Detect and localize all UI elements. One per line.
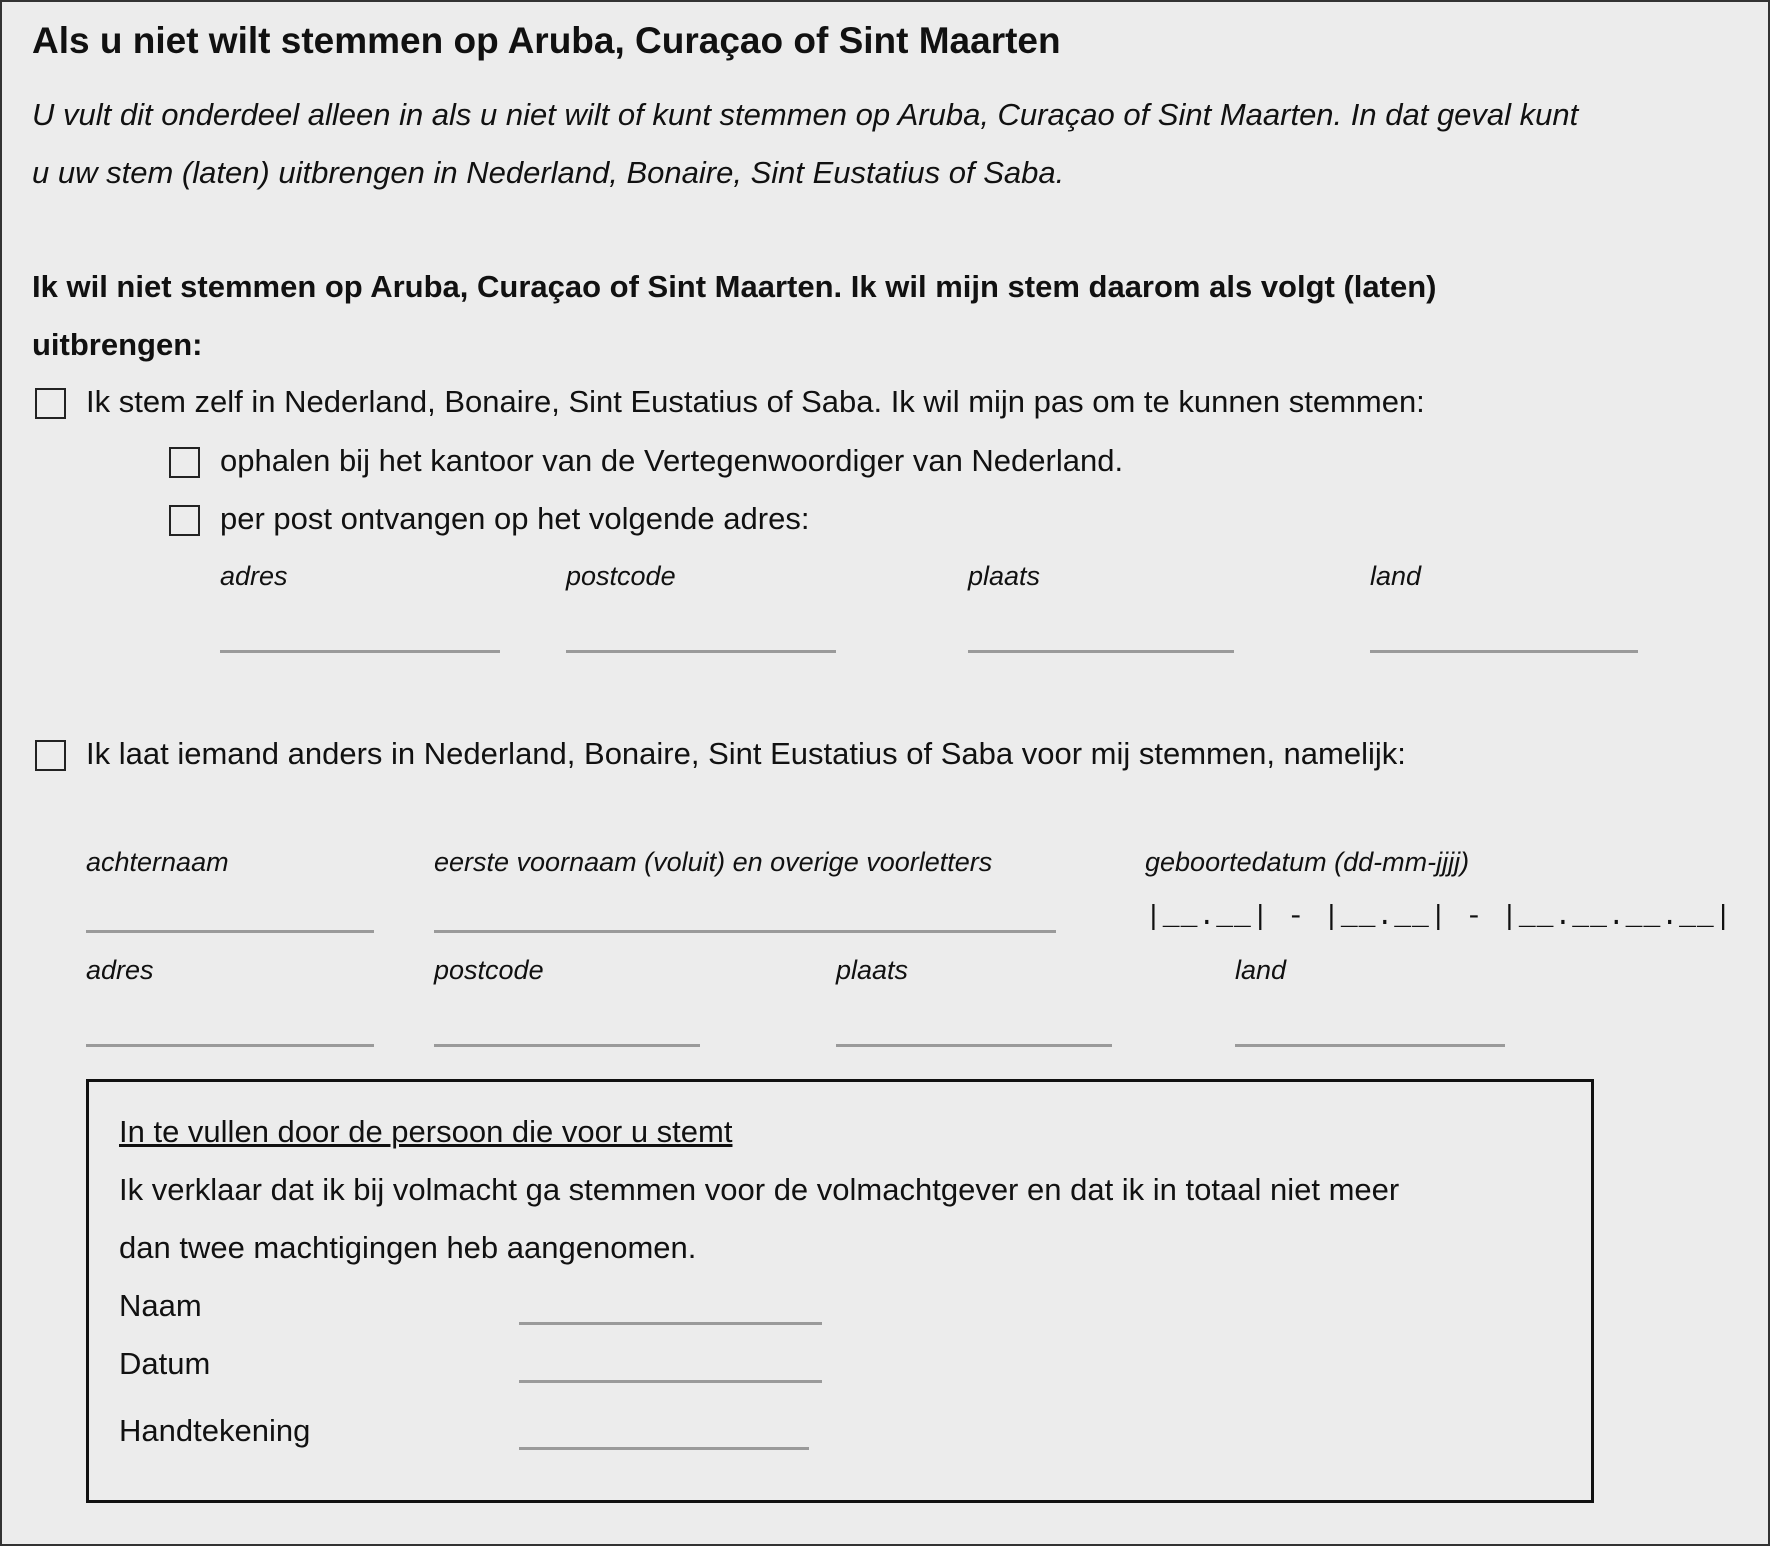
proxy-postcode-label: postcode (434, 955, 544, 985)
proxy-vote-label: Ik laat iemand anders in Nederland, Bonaire, Sint Eustatius of Saba voor mij stemmen, namelijk: (86, 736, 1406, 771)
self-vote-label: Ik stem zelf in Nederland, Bonaire, Sint Eustatius of Saba. Ik wil mijn pas om te kunnen stemmen: (86, 384, 1425, 419)
naam-label: Naam (119, 1288, 202, 1323)
pickup-checkbox[interactable] (169, 447, 200, 478)
post-checkbox[interactable] (169, 505, 200, 536)
section-title: Als u niet wilt stemmen op Aruba, Curaçao of Sint Maarten (32, 20, 1061, 61)
handtekening-label: Handtekening (119, 1413, 311, 1448)
lead-line-2: uitbrengen: (32, 327, 203, 362)
proxy-achternaam-label: achternaam (86, 847, 229, 877)
handtekening-field[interactable] (519, 1447, 809, 1450)
self-adres-label: adres (220, 561, 288, 591)
self-postcode-field[interactable] (566, 650, 836, 653)
intro-line-1: U vult dit onderdeel alleen in als u niet wilt of kunt stemmen op Aruba, Curaçao of Sint Maarten. In dat geval kunt (32, 97, 1579, 132)
self-land-label: land (1370, 561, 1422, 591)
self-adres-field[interactable] (220, 650, 500, 653)
proxy-plaats-label: plaats (836, 955, 909, 985)
proxy-achternaam-field[interactable] (86, 930, 374, 933)
proxy-geboortedatum-label: geboortedatum (dd-mm-jjjj) (1145, 847, 1470, 877)
post-label: per post ontvangen op het volgende adres: (220, 501, 810, 536)
proxy-vote-checkbox[interactable] (35, 740, 66, 771)
datum-label: Datum (119, 1346, 211, 1381)
proxy-postcode-field[interactable] (434, 1044, 700, 1047)
section-intro (32, 86, 1578, 202)
declaration-text-line-2: dan twee machtigingen heb aangenomen. (119, 1230, 697, 1265)
self-vote-checkbox[interactable] (35, 388, 66, 419)
naam-field[interactable] (519, 1322, 822, 1325)
proxy-declaration-box (86, 1079, 1594, 1503)
self-land-field[interactable] (1370, 650, 1638, 653)
datum-field[interactable] (519, 1380, 822, 1383)
proxy-adres-field[interactable] (86, 1044, 374, 1047)
intro-line-2: u uw stem (laten) uitbrengen in Nederland, Bonaire, Sint Eustatius of Saba. (32, 155, 1065, 190)
declaration-text-line-1: Ik verklaar dat ik bij volmacht ga stemmen voor de volmachtgever en dat ik in totaal niet meer (119, 1172, 1400, 1207)
lead-statement (32, 258, 1436, 374)
proxy-adres-label: adres (86, 955, 154, 985)
self-postcode-label: postcode (566, 561, 676, 591)
declaration-heading: In te vullen door de persoon die voor u stemt (119, 1114, 733, 1149)
proxy-plaats-field[interactable] (836, 1044, 1112, 1047)
lead-line-1: Ik wil niet stemmen op Aruba, Curaçao of Sint Maarten. Ik wil mijn stem daarom als volgt (laten) (32, 269, 1437, 304)
proxy-voornaam-label: eerste voornaam (voluit) en overige voorletters (434, 847, 993, 877)
proxy-voornaam-field[interactable] (434, 930, 1056, 933)
proxy-land-field[interactable] (1235, 1044, 1505, 1047)
self-plaats-label: plaats (968, 561, 1041, 591)
proxy-geboortedatum-field[interactable]: |__.__| - |__.__| - |__.__.__.__| (1145, 902, 1733, 933)
pickup-label: ophalen bij het kantoor van de Vertegenwoordiger van Nederland. (220, 443, 1124, 478)
self-plaats-field[interactable] (968, 650, 1234, 653)
proxy-land-label: land (1235, 955, 1287, 985)
